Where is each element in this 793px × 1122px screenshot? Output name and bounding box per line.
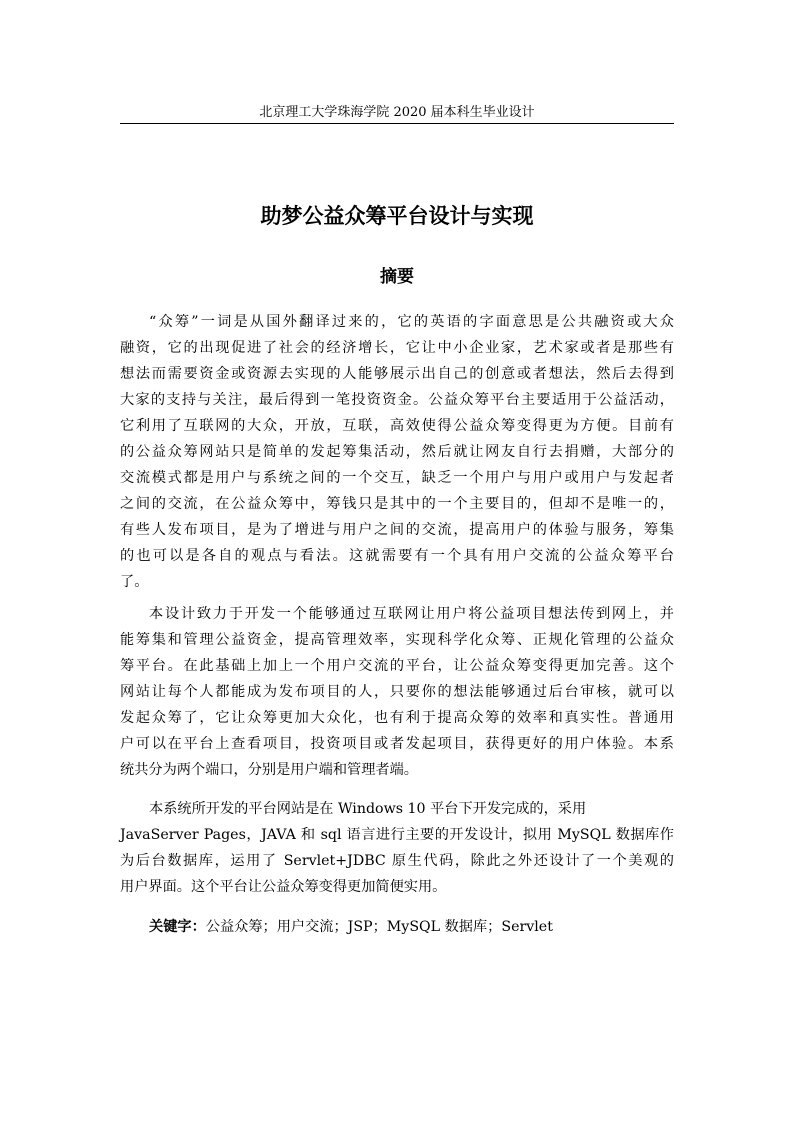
paragraph-line: 本设计致力于开发一个能够通过互联网让用户将公益项目想法传到网上，并 (149, 606, 674, 622)
paragraph-line: 的公益众筹网站只是简单的发起筹集活动，然后就让网友自行去捐赠，大部分的 (120, 444, 674, 460)
header-rule (120, 123, 674, 124)
paragraph-line: 本系统所开发的平台网站是在 Windows 10 平台下开发完成的，采用 (149, 801, 587, 817)
paragraph-line: JavaServer Pages，JAVA 和 sql 语言进行主要的开发设计，拟用 MySQL 数据库作 (120, 827, 674, 843)
paragraph-line: 网站让每个人都能成为发布项目的人，只要你的想法能够通过后台审核，就可以 (120, 684, 674, 700)
paragraph-line: 交流模式都是用户与系统之间的一个交互，缺乏一个用户与用户或用户与发起者 (120, 470, 674, 486)
paragraph-line: 能筹集和管理公益资金，提高管理效率，实现科学化众筹、正规化管理的公益众 (120, 632, 674, 648)
paragraph-line: 融资，它的出现促进了社会的经济增长，它让中小企业家，艺术家或者是那些有 (120, 340, 674, 356)
paragraph-line: 用户界面。这个平台让公益众筹变得更加简便实用。 (120, 879, 447, 895)
paragraph-line: 大家的支持与关注，最后得到一笔投资资金。公益众筹平台主要适用于公益活动， (120, 392, 674, 408)
paragraph-line: 之间的交流，在公益众筹中，筹钱只是其中的一个主要目的，但却不是唯一的， (120, 496, 674, 512)
paragraph-line: 的也可以是各自的观点与看法。这就需要有一个具有用户交流的公益众筹平台 (120, 548, 674, 564)
paragraph-line: 统共分为两个端口，分别是用户端和管理者端。 (120, 762, 418, 778)
abstract-heading: 摘要 (380, 267, 414, 287)
abstract-paragraph-2 (120, 601, 674, 783)
paragraph-line: 想法而需要资金或资源去实现的人能够展示出自己的创意或者想法，然后去得到 (120, 366, 674, 382)
keywords-label: 关键字： (149, 919, 206, 935)
paragraph-line: 为后台数据库，运用了 Servlet+JDBC 原生代码，除此之外还设计了一个美观的 (120, 853, 674, 869)
document-title: 助梦公益众筹平台设计与实现 (260, 204, 534, 228)
paragraph-line: 户可以在平台上查看项目，投资项目或者发起项目，获得更好的用户体验。本系 (120, 736, 674, 752)
paragraph-line: 筹平台。在此基础上加上一个用户交流的平台，让公益众筹变得更加完善。这个 (120, 658, 674, 674)
running-header: 北京理工大学珠海学院 2020 届本科生毕业设计 (259, 105, 535, 120)
paragraph-line: “众筹”一词是从国外翻译过来的，它的英语的字面意思是公共融资或大众 (149, 314, 674, 330)
paragraph-line: 了。 (120, 574, 149, 590)
abstract-paragraph-3 (120, 796, 674, 900)
paragraph-line: 发起众筹了，它让众筹更加大众化，也有利于提高众筹的效率和真实性。普通用 (120, 710, 674, 726)
keywords-value: 公益众筹；用户交流；JSP；MySQL 数据库；Servlet (205, 919, 553, 935)
paragraph-line: 有些人发布项目，是为了增进与用户之间的交流，提高用户的体验与服务，筹集 (120, 522, 674, 538)
abstract-paragraph-1 (120, 309, 674, 595)
paragraph-line: 它利用了互联网的大众，开放，互联，高效使得公益众筹变得更为方便。目前有 (120, 418, 674, 434)
keywords-line (149, 914, 553, 940)
